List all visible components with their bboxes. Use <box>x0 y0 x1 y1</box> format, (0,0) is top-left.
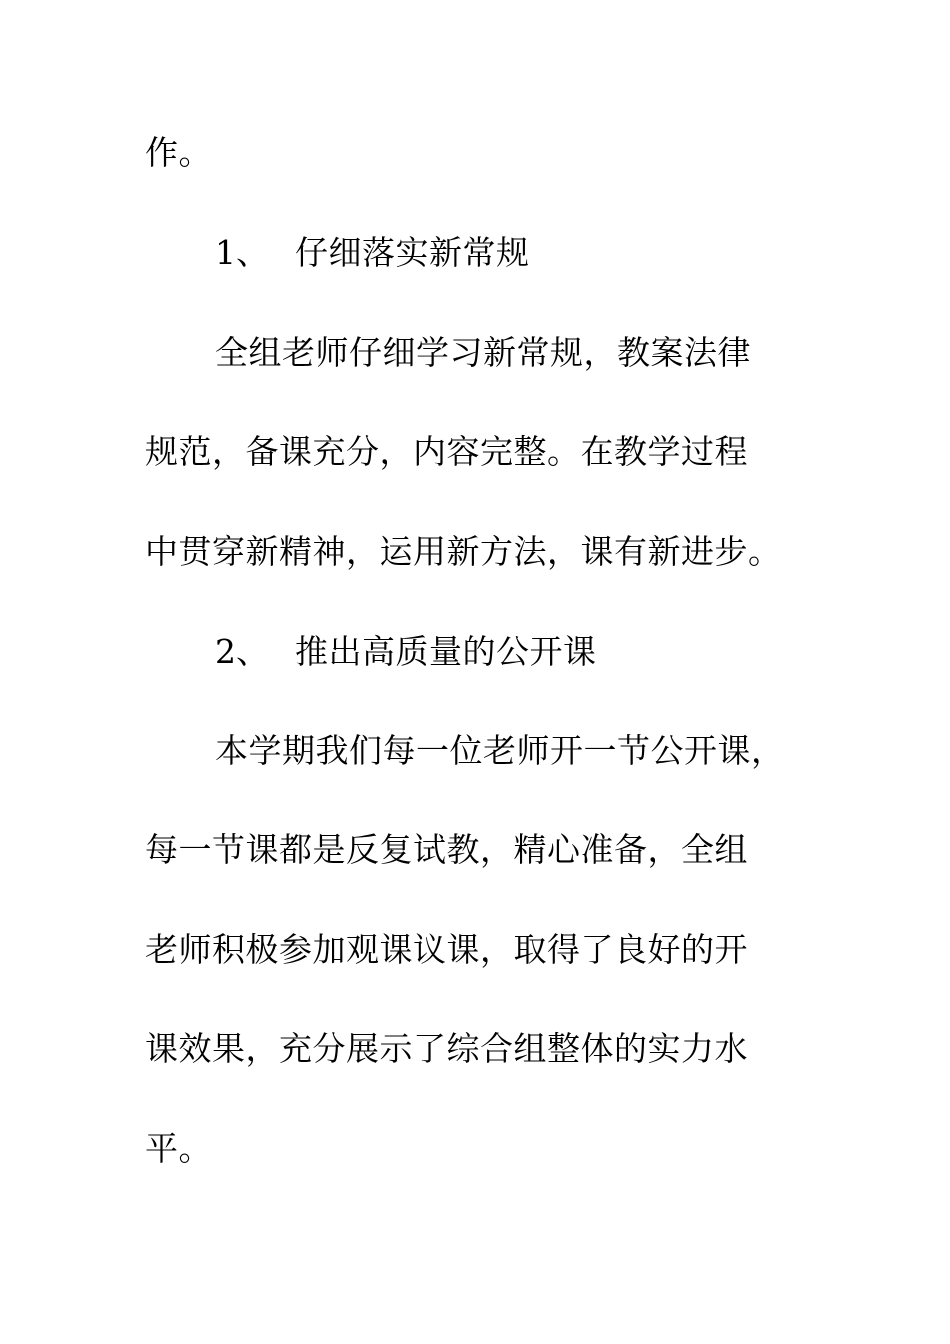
paragraph-line: 每一节课都是反复试教，精心准备，全组 <box>145 830 748 869</box>
paragraph-line: 中贯穿新精神，运用新方法，课有新进步。 <box>145 532 782 571</box>
paragraph-line: 全组老师仔细学习新常规，教案法律 <box>215 333 751 372</box>
paragraph-line: 本学期我们每一位老师开一节公开课， <box>215 731 785 770</box>
section-title: 仔细落实新常规 <box>295 233 530 272</box>
section-number: 2、 <box>215 632 269 671</box>
section-title: 推出高质量的公开课 <box>295 632 597 671</box>
section-heading-2 <box>215 632 597 672</box>
paragraph-line: 平。 <box>145 1129 212 1168</box>
paragraph-line: 课效果，充分展示了综合组整体的实力水 <box>145 1029 748 1068</box>
paragraph-line: 老师积极参加观课议课，取得了良好的开 <box>145 930 748 969</box>
section-number: 1、 <box>215 233 269 272</box>
section-heading-1 <box>215 233 530 273</box>
paragraph-line: 规范，备课充分，内容完整。在教学过程 <box>145 432 748 471</box>
text-line: 作。 <box>145 133 212 172</box>
